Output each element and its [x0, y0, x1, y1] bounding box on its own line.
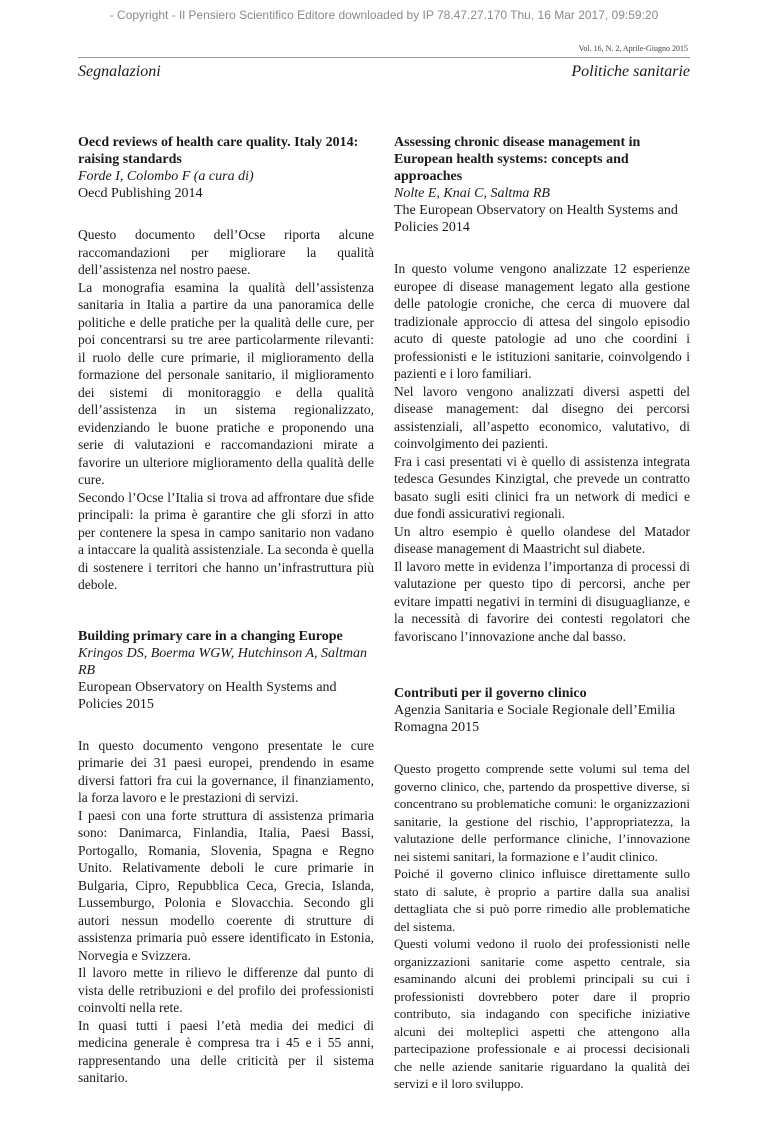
review-body: [78, 226, 374, 594]
review-authors: Kringos DS, Boerma WGW, Hutchinson A, Saltman RB: [78, 645, 367, 678]
review-title: Assessing chronic disease management in European health systems: concepts and approaches: [394, 135, 641, 184]
review-body: [394, 260, 690, 645]
review-authors: Forde I, Colombo F (a cura di): [78, 169, 254, 184]
section-category: Politiche sanitarie: [571, 63, 690, 80]
review-item: [78, 134, 374, 594]
left-column: [78, 134, 374, 1121]
header-rule: [78, 57, 690, 58]
review-body: [394, 760, 690, 1093]
paragraph: Il lavoro mette in evidenza l’importanza di processi di valutazione per questo tipo di percorsi, anche per evitare impatti negativi in termini di disuguaglianze, e la necessità di favorire dei contesti regolatori che favoriscano l’innovazione anche dal basso.: [394, 558, 690, 644]
review-publisher: Agenzia Sanitaria e Sociale Regionale dell’Emilia Romagna 2015: [394, 703, 676, 735]
paragraph: In questo volume vengono analizzate 12 esperienze europee di disease management legato alla gestione delle patologie croniche, che cerca di muovere dal tradizionale approccio di attesa del singolo episodio acuto di queste patologie ad uno che coordini i professionisti e le istituzioni sanitarie, coinvolgendo i pazienti e i loro familiari.: [394, 261, 690, 381]
review-publisher: The European Observatory on Health Systems and Policies 2014: [394, 203, 678, 235]
section-label: Segnalazioni: [78, 63, 161, 80]
review-title: Oecd reviews of health care quality. Italy 2014: raising standards: [78, 135, 359, 167]
review-item: [78, 628, 374, 1087]
paragraph: Questo progetto comprende sette volumi sul tema del governo clinico, che, partendo da prospettive diverse, si concentrano su problematiche comuni: le organizzazioni sanitarie, la gestione del rischio, l’appropriatezza, la valutazione delle performance cliniche, l’innovazione nei sistemi sanitari, la formazione e l’audit clinico.: [394, 761, 690, 864]
copyright-notice: - Copyright - Il Pensiero Scientifico Editore downloaded by IP 78.47.27.170 Thu, 16 Mar 2017, 09:59:20: [109, 8, 659, 22]
paragraph: Poiché il governo clinico influisce direttamente sullo stato di salute, è proprio a partire dalla sua analisi dettagliata che si può porre rimedio alle problematiche del sistema.: [394, 866, 690, 934]
paragraph: Questi volumi vedono il ruolo dei professionisti nelle organizzazioni sanitarie come aspetto centrale, sia esaminando alcuni dei problemi principali su cui i professionisti dovrebbero poter dare il proprio contributo, sia indagando con specifiche iniziative alcuni dei molteplici aspetti che attengono alla partecipazione professionale e ai processi decisionali che nelle aziende sanitarie riguardano la qualità dei servizi e il loro sviluppo.: [394, 936, 690, 1091]
review-title: Building primary care in a changing Europe: [78, 628, 343, 644]
right-column: [394, 134, 690, 1133]
volume-info: Vol. 16, N. 2, Aprile-Giugno 2015: [578, 44, 688, 53]
review-title: Contributi per il governo clinico: [394, 686, 587, 701]
paragraph: La monografia esamina la qualità dell’assistenza sanitaria in Italia a partire da una panoramica delle politiche e delle pratiche per la qualità delle cure, per poi concentrarsi su tre aree particolarmente rilevanti: il ruolo delle cure primarie, il miglioramento della formazione del personale sanitario, il miglioramento dei sistemi di monitoraggio e della qualità dell’assistenza in un sistema regionalizzato, evidenziando le buone pratiche e proponendo una serie di valutazioni e raccomandazioni mirate a favorire un ulteriore miglioramento della qualità delle cure.: [78, 279, 374, 487]
review-publisher: Oecd Publishing 2014: [78, 186, 203, 201]
paragraph: Un altro esempio è quello olandese del Matador disease management di Maastricht sul diabete.: [394, 523, 690, 556]
paragraph: In quasi tutti i paesi l’età media dei medici di medicina generale è compresa tra i 45 e i 55 anni, rappresentando una delle criticità per il sistema sanitario.: [78, 1017, 374, 1085]
paragraph: I paesi con una forte struttura di assistenza primaria sono: Danimarca, Finlandia, Italia, Paesi Bassi, Portogallo, Romania, Slovenia, Spagna e Regno Unito. Relativamente deboli le cure primarie in Bulgaria, Cipro, Repubblica Ceca, Grecia, Islanda, Lussemburgo, Polonia e Slovacchia. Secondo gli autori nessun modello coerente di strutture di assistenza primaria può essere identificato in Estonia, Norvegia e Svizzera.: [78, 807, 374, 963]
paragraph: Nel lavoro vengono analizzati diversi aspetti del disease management: dal disegno dei percorsi assistenziali, all’aspetto economico, valutativo, di coinvolgimento dei pazienti.: [394, 383, 690, 451]
paragraph: Fra i casi presentati vi è quello di assistenza integrata tedesca Gesundes Kinzigtal, che prevede un contratto basato sugli esiti clinici fra un network di medici e due fondi assicurativi regionali.: [394, 453, 690, 521]
review-item: [394, 134, 690, 645]
review-publisher: European Observatory on Health Systems and Policies 2015: [78, 679, 337, 712]
paragraph: In questo documento vengono presentate le cure primarie dei 31 paesi europei, prendendo in esame diversi fattori fra cui la governance, il finanziamento, la forza lavoro e le prestazioni di servizi.: [78, 737, 374, 805]
paragraph: Il lavoro mette in rilievo le differenze dal punto di vista delle retribuzioni e del profilo dei professionisti coinvolti nella rete.: [78, 965, 374, 1015]
paragraph: Questo documento dell’Ocse riporta alcune raccomandazioni per migliorare la qualità dell’assistenza nel nostro paese.: [78, 227, 374, 277]
review-authors: Nolte E, Knai C, Saltma RB: [394, 186, 550, 201]
paragraph: Secondo l’Ocse l’Italia si trova ad affrontare due sfide principali: la prima è garantire che gli sforzi in atto per contenere la spesa in campo sanitario non vadano a intaccare la qualità assistenziale. La seconda è quella di sostenere i territori che hanno un’infrastruttura più debole.: [78, 489, 374, 592]
review-body: [78, 737, 374, 1087]
review-item: [394, 685, 690, 1093]
